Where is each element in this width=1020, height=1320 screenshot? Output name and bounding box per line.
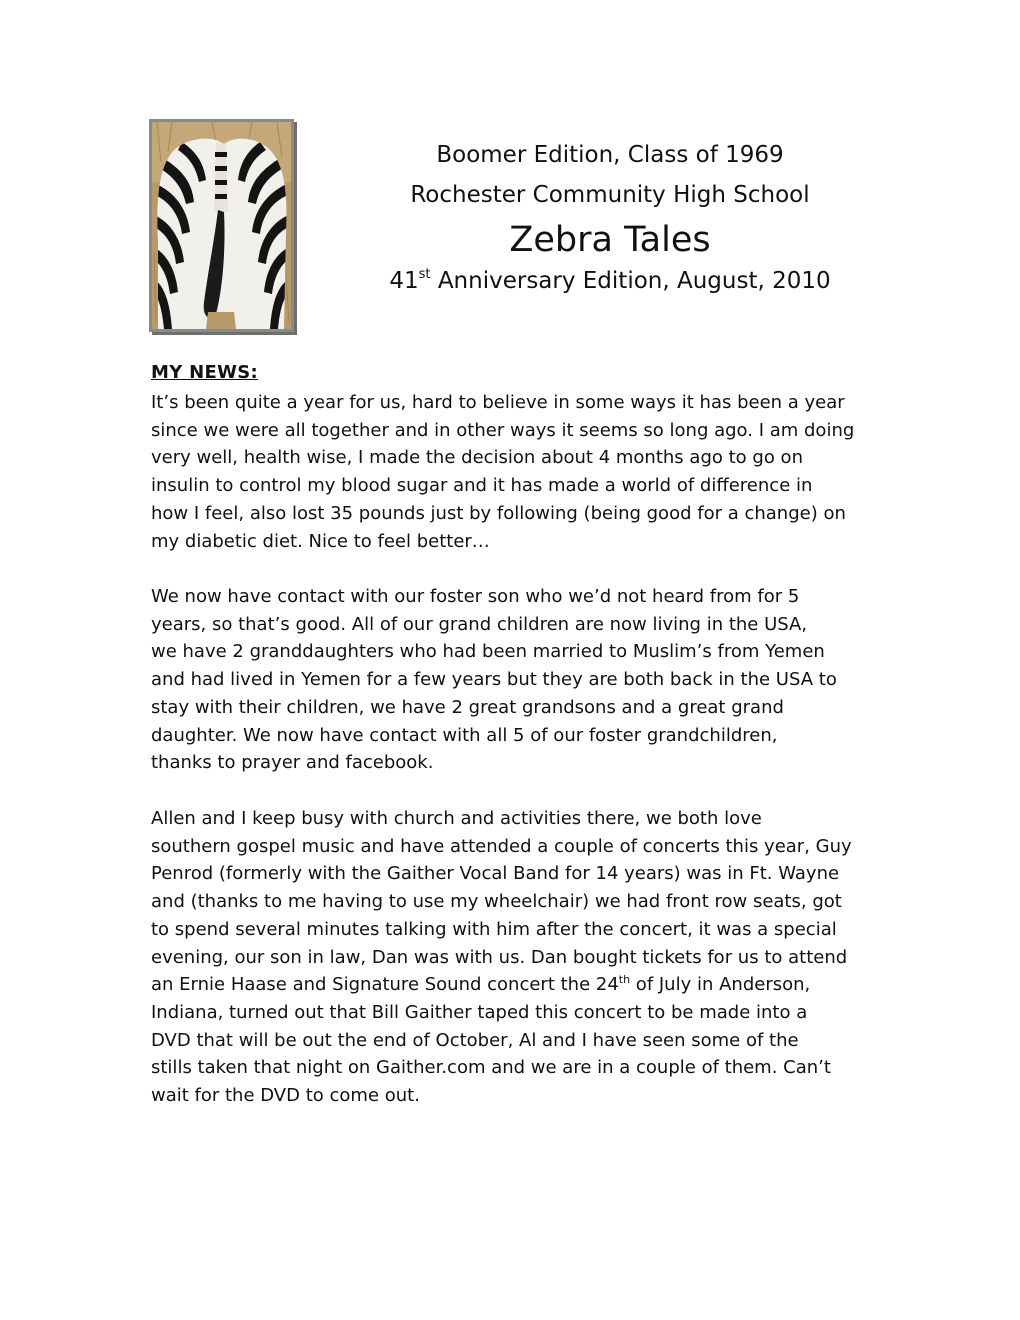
anniversary-line	[330, 268, 890, 294]
school-name: Rochester Community High School	[410, 182, 810, 208]
paragraph-line: wait for the DVD to come out.	[151, 1085, 420, 1107]
paragraph-line: very well, health wise, I made the decision about 4 months ago to go on	[151, 447, 803, 469]
paragraph-line: evening, our son in law, Dan was with us. Dan bought tickets for us to attend	[151, 946, 848, 968]
paragraph-line: insulin to control my blood sugar and it has made a world of difference in	[151, 475, 813, 497]
paragraph-line: we have 2 granddaughters who had been married to Muslim’s from Yemen	[151, 641, 825, 663]
line-text: of July in Anderson,	[630, 974, 811, 996]
paragraph-3	[151, 805, 891, 1110]
paragraph-line: since we were all together and in other ways it seems so long ago. I am doing	[151, 419, 855, 441]
paragraph-line: DVD that will be out the end of October, Al and I have seen some of the	[151, 1029, 799, 1051]
ordinal-suffix: th	[618, 973, 631, 987]
paragraph-line: daughter. We now have contact with all 5 of our foster grandchildren,	[151, 724, 778, 746]
paragraph-line: Allen and I keep busy with church and activities there, we both love	[151, 808, 762, 829]
paragraph-line: years, so that’s good. All of our grand children are now living in the USA,	[151, 613, 808, 635]
paragraph-2	[151, 583, 891, 777]
paragraph-line: We now have contact with our foster son who we’d not heard from for 5	[151, 586, 800, 607]
anniversary-text: Anniversary Edition, August, 2010	[430, 268, 831, 294]
paragraph-line: southern gospel music and have attended a couple of concerts this year, Guy	[151, 835, 852, 857]
edition-line: Boomer Edition, Class of 1969	[436, 142, 784, 168]
paragraph-line: to spend several minutes talking with him after the concert, it was a special	[151, 918, 837, 940]
paragraph-line: stills taken that night on Gaither.com and we are in a couple of them. Can’t	[151, 1057, 831, 1079]
paragraph-line: thanks to prayer and facebook.	[151, 752, 434, 774]
section-heading: MY NEWS:	[151, 362, 258, 383]
zebra-photo	[149, 119, 294, 332]
paragraph-line: Penrod (formerly with the Gaither Vocal Band for 14 years) was in Ft. Wayne	[151, 863, 840, 885]
line-text: an Ernie Haase and Signature Sound concert the 24	[151, 974, 619, 996]
paragraph-line: Indiana, turned out that Bill Gaither taped this concert to be made into a	[151, 1001, 808, 1023]
newsletter-title: Zebra Tales	[509, 220, 711, 260]
paragraph-line: It’s been quite a year for us, hard to believe in some ways it has been a year	[151, 392, 845, 413]
paragraph-line: and had lived in Yemen for a few years but they are both back in the USA to	[151, 669, 837, 691]
paragraph-1	[151, 389, 891, 555]
paragraph-line	[151, 971, 891, 999]
paragraph-line: stay with their children, we have 2 great grandsons and a great grand	[151, 696, 784, 718]
zebra-image	[152, 122, 291, 329]
anniversary-number: 41	[389, 268, 419, 294]
paragraph-line: my diabetic diet. Nice to feel better…	[151, 530, 490, 552]
paragraph-line: how I feel, also lost 35 pounds just by following (being good for a change) on	[151, 502, 846, 524]
anniversary-ordinal: st	[418, 267, 431, 282]
paragraph-line: and (thanks to me having to use my wheelchair) we had front row seats, got	[151, 891, 842, 913]
